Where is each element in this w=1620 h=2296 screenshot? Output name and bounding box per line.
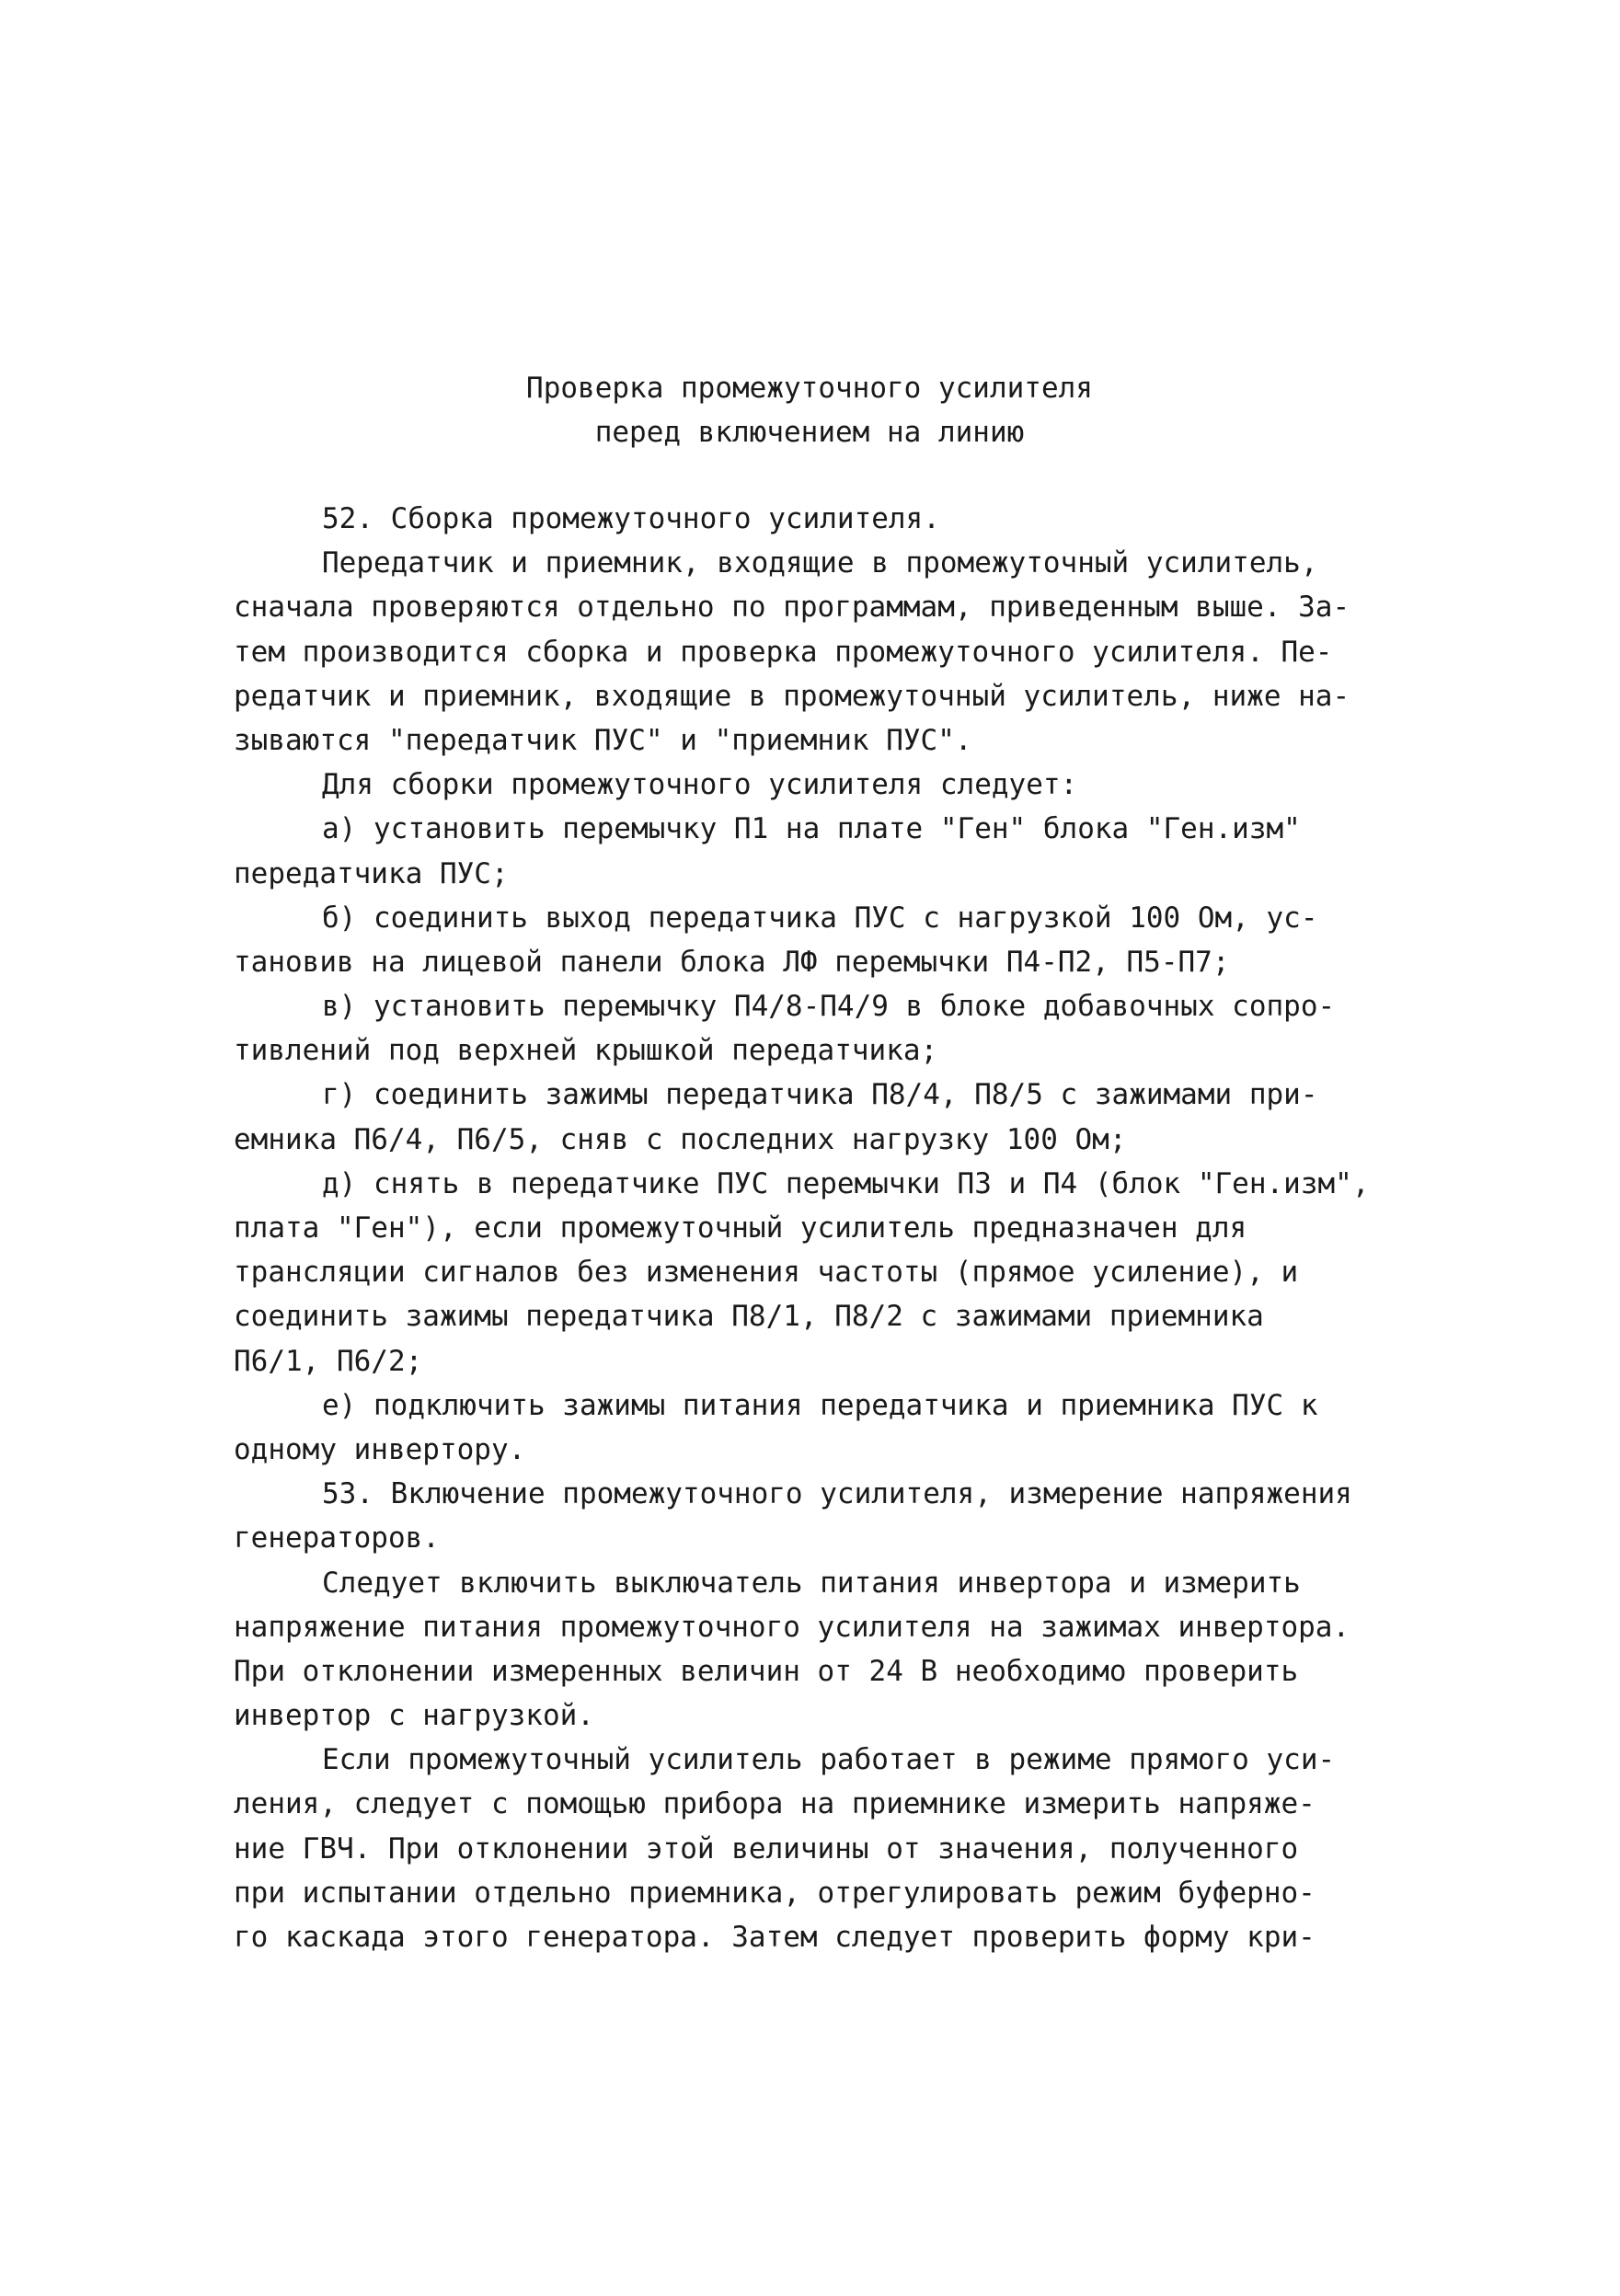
text-line: б) соединить выход передатчика ПУС с нагрузкой 100 Ом, ус- — [322, 901, 1318, 935]
title-line-2: перед включением на линию — [594, 416, 1025, 449]
text-line: ления, следует с помощью прибора на приемнике измерить напряже- — [234, 1787, 1316, 1821]
text-line: трансляции сигналов без изменения частоты (прямое усиление), и — [234, 1256, 1299, 1290]
text-line: емника П6/4, П6/5, сняв с последних нагрузку 100 Ом; — [234, 1122, 1127, 1156]
text-line: при испытании отдельно приемника, отрегулировать режим буферно- — [234, 1876, 1316, 1910]
text-line: редатчик и приемник, входящие в промежуточный усилитель, ниже на- — [234, 679, 1350, 713]
text-line: инвертор с нагрузкой. — [234, 1699, 594, 1733]
text-line: 52. Сборка промежуточного усилителя. — [322, 502, 940, 535]
text-line: сначала проверяются отдельно по программам, приведенным выше. За- — [234, 591, 1350, 625]
text-line: одному инвертору. — [234, 1432, 526, 1466]
text-line: в) установить перемычку П4/8-П4/9 в блоке добавочных сопро- — [322, 990, 1336, 1024]
text-line: плата "Ген"), если промежуточный усилитель предназначен для — [234, 1211, 1247, 1245]
text-line: генераторов. — [234, 1521, 440, 1556]
text-line: г) соединить зажимы передатчика П8/4, П8/5 с зажимами при- — [322, 1078, 1318, 1112]
text-line: П6/1, П6/2; — [234, 1344, 423, 1378]
text-line: зываются "передатчик ПУС" и "приемник ПУС". — [234, 723, 972, 757]
text-line: тем производится сборка и проверка промежуточного усилителя. Пе- — [234, 635, 1333, 669]
text-line: тановив на лицевой панели блока ЛФ перемычки П4-П2, П5-П7; — [234, 945, 1230, 979]
text-line: Для сборки промежуточного усилителя следует: — [322, 768, 1078, 802]
text-line: го каскада этого генератора. Затем следует проверить форму кри- — [234, 1921, 1316, 1954]
text-line: ние ГВЧ. При отклонении этой величины от значения, полученного — [234, 1831, 1299, 1866]
text-line: Следует включить выключатель питания инвертора и измерить — [322, 1566, 1301, 1600]
text-line: напряжение питания промежуточного усилителя на зажимах инвертора. — [234, 1610, 1350, 1644]
text-line: соединить зажимы передатчика П8/1, П8/2 с зажимами приемника — [234, 1300, 1264, 1334]
text-line: д) снять в передатчике ПУС перемычки П3 и П4 (блок "Ген.изм", — [322, 1166, 1370, 1200]
body-text — [234, 497, 1393, 1959]
text-line: передатчика ПУС; — [234, 856, 509, 890]
section-title — [515, 366, 1104, 454]
text-line: тивлений под верхней крышкой передатчика; — [234, 1034, 938, 1068]
text-line: е) подключить зажимы питания передатчика и приемника ПУС к — [322, 1388, 1318, 1422]
text-line: 53. Включение промежуточного усилителя, измерение напряжения — [322, 1477, 1352, 1511]
text-line: Передатчик и приемник, входящие в промежуточный усилитель, — [322, 546, 1318, 580]
title-line-1: Проверка промежуточного усилителя — [526, 372, 1093, 405]
text-line: При отклонении измеренных величин от 24 В необходимо проверить — [234, 1654, 1299, 1688]
text-line: Если промежуточный усилитель работает в режиме прямого уси- — [322, 1743, 1336, 1777]
text-line: а) установить перемычку П1 на плате "Ген" блока "Ген.изм" — [322, 812, 1301, 846]
